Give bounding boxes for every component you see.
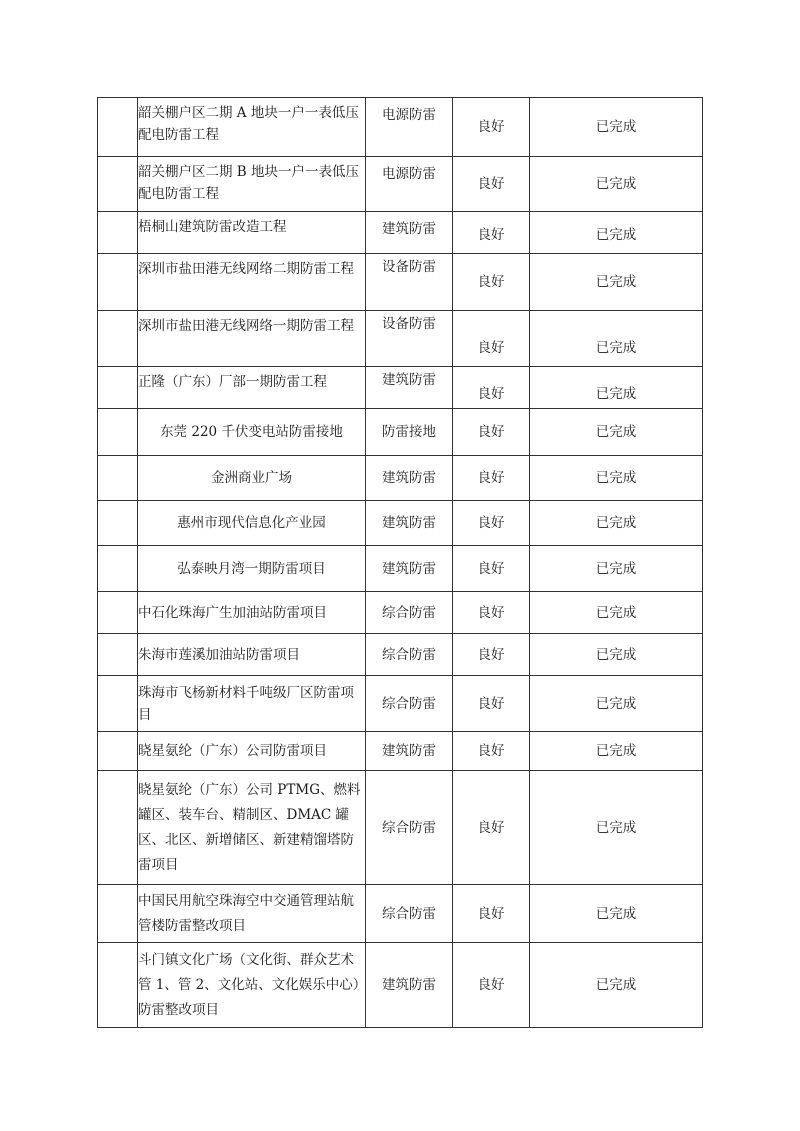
project-name-cell: 中国民用航空珠海空中交通管理站航管楼防雷整改项目 xyxy=(138,885,366,943)
status-cell: 已完成 xyxy=(530,157,703,212)
table-row xyxy=(98,676,703,732)
evaluation-cell: 良好 xyxy=(453,311,530,367)
status-cell: 已完成 xyxy=(530,367,703,409)
evaluation-cell: 良好 xyxy=(453,885,530,943)
status-cell: 已完成 xyxy=(530,885,703,943)
protection-type-cell: 电源防雷 xyxy=(366,157,453,212)
row-index-cell xyxy=(98,943,138,1028)
project-name-cell: 东莞 220 千伏变电站防雷接地 xyxy=(138,409,366,456)
evaluation-cell: 良好 xyxy=(453,98,530,157)
evaluation-cell: 良好 xyxy=(453,676,530,732)
protection-type-cell: 设备防雷 xyxy=(366,311,453,367)
project-name-cell: 弘泰映月湾一期防雷项目 xyxy=(138,546,366,592)
project-name-cell: 深圳市盐田港无线网络二期防雷工程 xyxy=(138,254,366,311)
table-row xyxy=(98,501,703,546)
protection-type-cell: 综合防雷 xyxy=(366,771,453,885)
table-row xyxy=(98,367,703,409)
table-row xyxy=(98,592,703,634)
table-row xyxy=(98,157,703,212)
project-table xyxy=(97,97,703,1028)
row-index-cell xyxy=(98,546,138,592)
table-row xyxy=(98,943,703,1028)
table-row xyxy=(98,546,703,592)
protection-type-cell: 防雷接地 xyxy=(366,409,453,456)
row-index-cell xyxy=(98,367,138,409)
row-index-cell xyxy=(98,409,138,456)
protection-type-cell: 设备防雷 xyxy=(366,254,453,311)
row-index-cell xyxy=(98,157,138,212)
row-index-cell xyxy=(98,501,138,546)
table-row xyxy=(98,311,703,367)
status-cell: 已完成 xyxy=(530,732,703,771)
project-name-cell: 中石化珠海广生加油站防雷项目 xyxy=(138,592,366,634)
table-row xyxy=(98,885,703,943)
status-cell: 已完成 xyxy=(530,409,703,456)
evaluation-cell: 良好 xyxy=(453,157,530,212)
status-cell: 已完成 xyxy=(530,501,703,546)
row-index-cell xyxy=(98,771,138,885)
table-row xyxy=(98,212,703,254)
status-cell: 已完成 xyxy=(530,592,703,634)
status-cell: 已完成 xyxy=(530,546,703,592)
status-cell: 已完成 xyxy=(530,456,703,501)
project-name-cell: 惠州市现代信息化产业园 xyxy=(138,501,366,546)
evaluation-cell: 良好 xyxy=(453,367,530,409)
row-index-cell xyxy=(98,456,138,501)
protection-type-cell: 建筑防雷 xyxy=(366,456,453,501)
row-index-cell xyxy=(98,732,138,771)
row-index-cell xyxy=(98,98,138,157)
project-name-cell: 朱海市莲溪加油站防雷项目 xyxy=(138,634,366,676)
table-row xyxy=(98,98,703,157)
evaluation-cell: 良好 xyxy=(453,501,530,546)
protection-type-cell: 综合防雷 xyxy=(366,885,453,943)
row-index-cell xyxy=(98,676,138,732)
table-row xyxy=(98,634,703,676)
table-row xyxy=(98,456,703,501)
status-cell: 已完成 xyxy=(530,212,703,254)
protection-type-cell: 建筑防雷 xyxy=(366,501,453,546)
evaluation-cell: 良好 xyxy=(453,732,530,771)
evaluation-cell: 良好 xyxy=(453,943,530,1028)
table-row xyxy=(98,409,703,456)
evaluation-cell: 良好 xyxy=(453,634,530,676)
row-index-cell xyxy=(98,634,138,676)
project-name-cell: 晓星氨纶（广东）公司 PTMG、燃料罐区、装车台、精制区、DMAC 罐区、北区、新增储区、新建精馏塔防雷项目 xyxy=(138,771,366,885)
protection-type-cell: 综合防雷 xyxy=(366,592,453,634)
protection-type-cell: 建筑防雷 xyxy=(366,212,453,254)
evaluation-cell: 良好 xyxy=(453,212,530,254)
project-name-cell: 正隆（广东）厂部一期防雷工程 xyxy=(138,367,366,409)
protection-type-cell: 综合防雷 xyxy=(366,676,453,732)
table-row xyxy=(98,732,703,771)
protection-type-cell: 综合防雷 xyxy=(366,634,453,676)
protection-type-cell: 建筑防雷 xyxy=(366,367,453,409)
status-cell: 已完成 xyxy=(530,254,703,311)
project-name-cell: 珠海市飞杨新材料千吨级厂区防雷项目 xyxy=(138,676,366,732)
project-name-cell: 韶关棚户区二期 B 地块一户一表低压配电防雷工程 xyxy=(138,157,366,212)
status-cell: 已完成 xyxy=(530,311,703,367)
evaluation-cell: 良好 xyxy=(453,456,530,501)
row-index-cell xyxy=(98,212,138,254)
project-name-cell: 金洲商业广场 xyxy=(138,456,366,501)
status-cell: 已完成 xyxy=(530,676,703,732)
project-name-cell: 韶关棚户区二期 A 地块一户一表低压配电防雷工程 xyxy=(138,98,366,157)
project-name-cell: 斗门镇文化广场（文化街、群众艺术管 1、管 2、文化站、文化娱乐中心）防雷整改项目 xyxy=(138,943,366,1028)
status-cell: 已完成 xyxy=(530,771,703,885)
evaluation-cell: 良好 xyxy=(453,592,530,634)
evaluation-cell: 良好 xyxy=(453,546,530,592)
protection-type-cell: 建筑防雷 xyxy=(366,943,453,1028)
row-index-cell xyxy=(98,885,138,943)
status-cell: 已完成 xyxy=(530,98,703,157)
row-index-cell xyxy=(98,254,138,311)
project-name-cell: 深圳市盐田港无线网络一期防雷工程 xyxy=(138,311,366,367)
project-name-cell: 晓星氨纶（广东）公司防雷项目 xyxy=(138,732,366,771)
evaluation-cell: 良好 xyxy=(453,409,530,456)
protection-type-cell: 建筑防雷 xyxy=(366,732,453,771)
evaluation-cell: 良好 xyxy=(453,254,530,311)
table-row xyxy=(98,254,703,311)
row-index-cell xyxy=(98,311,138,367)
table-row xyxy=(98,771,703,885)
row-index-cell xyxy=(98,592,138,634)
protection-type-cell: 电源防雷 xyxy=(366,98,453,157)
evaluation-cell: 良好 xyxy=(453,771,530,885)
protection-type-cell: 建筑防雷 xyxy=(366,546,453,592)
status-cell: 已完成 xyxy=(530,943,703,1028)
project-name-cell: 梧桐山建筑防雷改造工程 xyxy=(138,212,366,254)
status-cell: 已完成 xyxy=(530,634,703,676)
